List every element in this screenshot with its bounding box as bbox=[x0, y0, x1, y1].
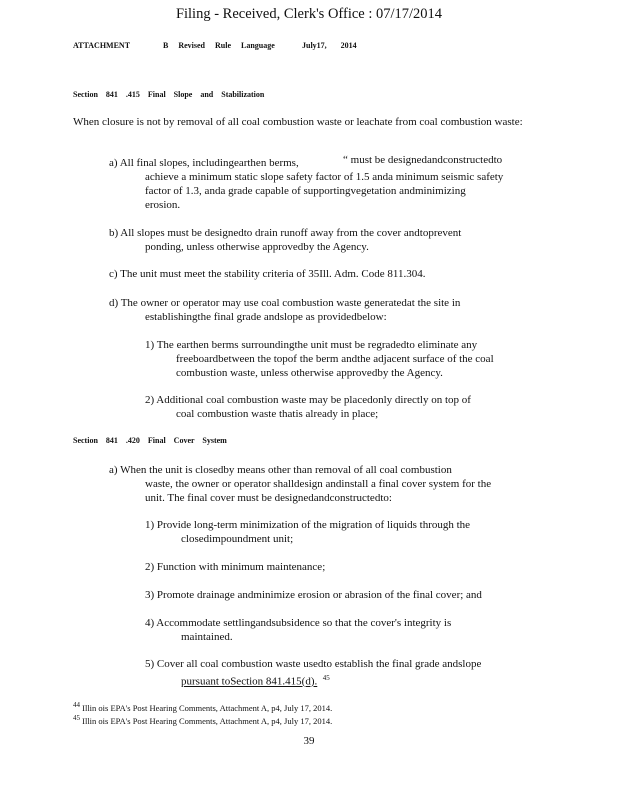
item-420a-line2: waste, the owner or operator shalldesign andinstall a final cover system for the bbox=[145, 478, 492, 490]
item-d-line1: d) The owner or operator may use coal combustion waste generatedat the site in bbox=[109, 297, 461, 309]
item-b-line1: b) All slopes must be designedto drain runoff away from the cover andtoprevent bbox=[109, 227, 462, 239]
item-420-1-line2: closedimpoundment unit; bbox=[181, 533, 294, 545]
footnote-text: Illin ois EPA's Post Hearing Comments, Attachment A, p4, July 17, 2014. bbox=[82, 702, 333, 713]
footnote-44 bbox=[73, 701, 332, 713]
item-420-5-line1: 5) Cover all coal combustion waste usedto establish the final grade andslope bbox=[145, 658, 482, 670]
item-420-5-underlined-text: pursuant toSection 841.415(d). bbox=[181, 675, 318, 688]
item-420-1-line1: 1) Provide long-term minimization of the migration of liquids through the bbox=[145, 519, 471, 531]
item-420a-line1: a) When the unit is closedby means other than removal of all coal combustion bbox=[109, 464, 452, 476]
item-d1-line2: freeboardbetween the topof the berm andthe adjacent surface of the coal bbox=[176, 353, 494, 365]
page-number: 39 bbox=[303, 735, 315, 747]
item-c: c) The unit must meet the stability criteria of 35Ill. Adm. Code 811.304. bbox=[109, 268, 426, 280]
item-420-4-line2: maintained. bbox=[181, 631, 233, 643]
section-841-420-title: Section 841 .420 Final Cover System bbox=[73, 436, 227, 445]
footnote-ref-45: 45 bbox=[322, 674, 330, 682]
item-b-line2: ponding, unless otherwise approvedby the Agency. bbox=[145, 241, 369, 253]
item-d1-line3: combustion waste, unless otherwise approvedby the Agency. bbox=[176, 367, 443, 379]
item-d2-line2: coal combustion waste thatis already in place; bbox=[176, 408, 379, 420]
section-841-415-intro: When closure is not by removal of all coal combustion waste or leachate from coal combustion waste: bbox=[73, 116, 523, 128]
item-420a-line3: unit. The final cover must be designedandconstructedto: bbox=[145, 492, 392, 504]
item-a-line3: factor of 1.3, anda grade capable of supportingvegetation andminimizing bbox=[145, 185, 466, 197]
section-841-415-title: Section 841 .415 Final Slope and Stabilization bbox=[73, 90, 265, 99]
attachment-label: ATTACHMENT bbox=[73, 41, 131, 50]
item-d-line2: establishingthe final grade andslope as providedbelow: bbox=[145, 311, 387, 323]
item-a-line2: achieve a minimum static slope safety factor of 1.5 anda minimum seismic safety bbox=[145, 171, 504, 183]
item-420-3: 3) Promote drainage andminimize erosion or abrasion of the final cover; and bbox=[145, 589, 482, 601]
item-a-line4: erosion. bbox=[145, 199, 181, 211]
item-420-4-line1: 4) Accommodate settlingandsubsidence so that the cover's integrity is bbox=[145, 617, 452, 629]
item-d2-line1: 2) Additional coal combustion waste may be placedonly directly on top of bbox=[145, 394, 471, 406]
footnote-mark: 45 bbox=[73, 714, 80, 722]
footnote-text: Illin ois EPA's Post Hearing Comments, Attachment A, p4, July 17, 2014. bbox=[82, 715, 333, 726]
item-d1-line1: 1) The earthen berms surroundingthe unit must be regradedto eliminate any bbox=[145, 339, 478, 351]
filing-header: Filing - Received, Clerk's Office : 07/17/2014 bbox=[175, 6, 443, 22]
footnote-45 bbox=[73, 714, 332, 726]
attachment-part: B Revised Rule Language bbox=[163, 41, 275, 50]
footnote-mark: 44 bbox=[73, 701, 80, 709]
item-420-2: 2) Function with minimum maintenance; bbox=[145, 561, 326, 573]
item-420-5-line2 bbox=[181, 671, 330, 689]
attachment-date: July17, 2014 bbox=[302, 41, 357, 50]
item-a-quote: “ must be designedandconstructedto bbox=[343, 154, 503, 166]
item-a-line1: a) All final slopes, includingearthen berms, bbox=[109, 157, 299, 169]
